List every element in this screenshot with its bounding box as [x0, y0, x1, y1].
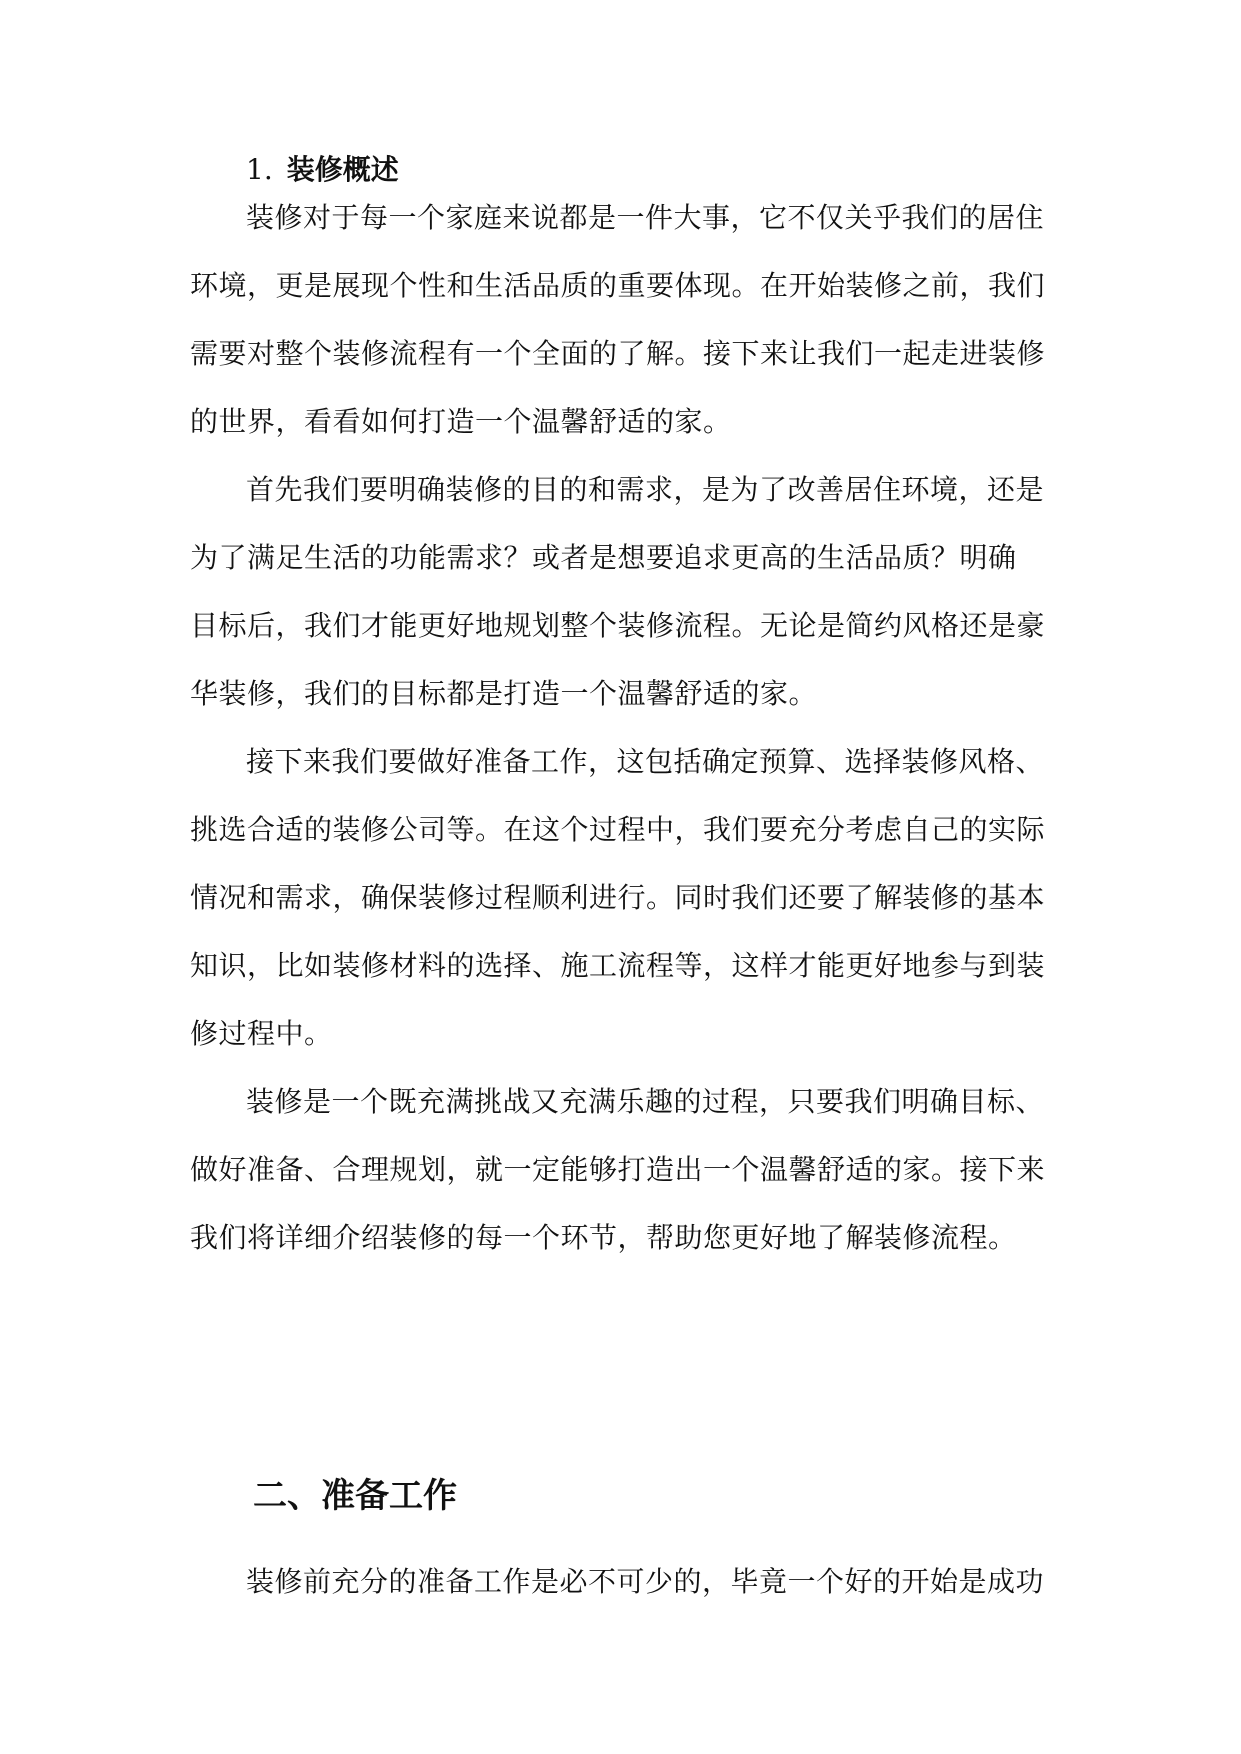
- paragraph-line: 装修对于每一个家庭来说都是一件大事，它不仅关乎我们的居住: [246, 201, 1045, 234]
- paragraph-line: 为了满足生活的功能需求？或者是想要追求更高的生活品质？明确: [190, 541, 1017, 574]
- section-title: 装修概述: [286, 153, 399, 186]
- section-heading-1: [246, 150, 399, 190]
- paragraph-line: 情况和需求，确保装修过程顺利进行。同时我们还要了解装修的基本: [190, 881, 1046, 914]
- paragraph-line: 知识，比如装修材料的选择、施工流程等，这样才能更好地参与到装: [190, 949, 1046, 982]
- paragraph-line: 挑选合适的装修公司等。在这个过程中，我们要充分考虑自己的实际: [190, 813, 1046, 846]
- paragraph-line: 首先我们要明确装修的目的和需求，是为了改善居住环境，还是: [246, 473, 1045, 506]
- paragraph-line: 修过程中。: [190, 1017, 333, 1050]
- paragraph-line: 装修前充分的准备工作是必不可少的，毕竟一个好的开始是成功: [246, 1565, 1045, 1598]
- section-heading-2: 二、准备工作: [253, 1476, 457, 1516]
- paragraph-line: 华装修，我们的目标都是打造一个温馨舒适的家。: [190, 677, 818, 710]
- paragraph-line: 环境，更是展现个性和生活品质的重要体现。在开始装修之前，我们: [190, 269, 1046, 302]
- paragraph-line: 装修是一个既充满挑战又充满乐趣的过程，只要我们明确目标、: [246, 1085, 1045, 1118]
- paragraph-line: 的世界，看看如何打造一个温馨舒适的家。: [190, 405, 732, 438]
- paragraph-line: 目标后，我们才能更好地规划整个装修流程。无论是简约风格还是豪: [190, 609, 1046, 642]
- paragraph-line: 接下来我们要做好准备工作，这包括确定预算、选择装修风格、: [246, 745, 1045, 778]
- section-number: 1.: [246, 153, 273, 186]
- paragraph-line: 我们将详细介绍装修的每一个环节，帮助您更好地了解装修流程。: [190, 1221, 1017, 1254]
- paragraph-line: 需要对整个装修流程有一个全面的了解。接下来让我们一起走进装修: [190, 337, 1046, 370]
- paragraph-line: 做好准备、合理规划，就一定能够打造出一个温馨舒适的家。接下来: [190, 1153, 1046, 1186]
